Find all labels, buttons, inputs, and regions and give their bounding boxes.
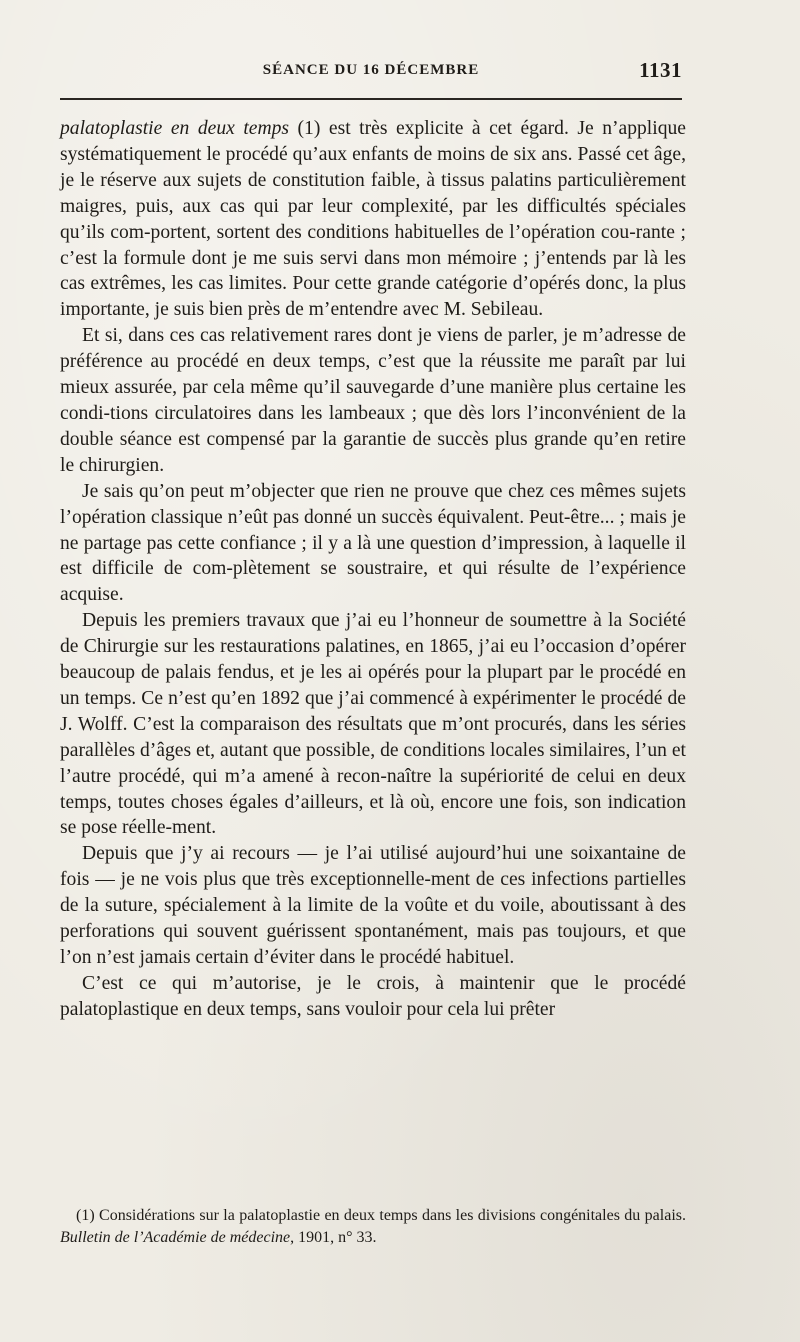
paragraph-4: Depuis les premiers travaux que j’ai eu l’honneur de soumettre à la Société de Chirurgie sur les restaurations palatines, en 1865, j’ai eu l’occasion d’opérer beaucoup de palais fendus, et je les ai opérés pour la plupart par le procédé en un temps. Ce n’est qu’en 1892 que j’ai commencé à expérimenter le procédé de J. Wolff. C’est la comparaison des résultats que m’ont procurés, dans les séries parallèles d’âges et, autant que possible, de conditions locales similaires, l’un et l’autre procédé, qui m’a amené à recon-naître la supériorité de celui en deux temps, toutes choses égales d’ailleurs, et là où, encore une fois, son indication se pose réelle-ment. (60, 610, 686, 839)
page-header (60, 58, 682, 88)
footnote-text-start: (1) Considérations sur la palatoplastie en deux temps dans les divisions congénitales du palais. (76, 1207, 686, 1224)
footnote (60, 1205, 686, 1249)
body-text (60, 116, 686, 1023)
paragraph-5: Depuis que j’y ai recours — je l’ai utilisé aujourd’hui une soixantaine de fois — je ne vois plus que très exceptionnelle-ment de ces infections partielles de la suture, spécialement à la limite de la voûte et du voile, aboutissant à des perforations qui souvent guérissent spontanément, mais pas toujours, et que l’on n’est jamais certain d’éviter dans le procédé habituel. (60, 843, 686, 968)
page-number: 1131 (639, 58, 682, 82)
footnote-journal-title: Bulletin de l’Académie de médecine (60, 1229, 291, 1246)
paragraph-6: C’est ce qui m’autorise, je le crois, à maintenir que le procédé palatoplastique en deux temps, sans vouloir pour cela lui prêter (60, 972, 686, 1020)
footnote-text-end: , 1901, n° 33. (290, 1229, 377, 1246)
footnote-text (60, 1205, 686, 1249)
paragraph-2: Et si, dans ces cas relativement rares dont je viens de parler, je m’adresse de préférence au procédé en deux temps, c’est que la réussite me paraît par lui mieux assurée, par cela même qu’il sauvegarde d’une manière plus certaine les condi-tions circulatoires dans les lambeaux ; que dès lors l’inconvénient de la double séance est compensé par la garantie de succès plus grande qu’en retire le chirurgien. (60, 325, 686, 476)
paragraph-3: Je sais qu’on peut m’objecter que rien ne prouve que chez ces mêmes sujets l’opération classique n’eût pas donné un succès équivalent. Peut-être... ; mais je ne partage pas cette confiance ; il y a là une question d’impression, à laquelle il est difficile de com-plètement se soustraire, et qui résulte de l’expérience acquise. (60, 480, 686, 606)
paragraph-1-italic: palatoplastie en deux temps (60, 118, 290, 139)
running-title: SÉANCE DU 16 DÉCEMBRE (262, 62, 480, 78)
paragraph-1-text: (1) est très explicite à cet égard. Je n’applique systématiquement le procédé qu’aux enfants de moins de six ans. Passé cet âge, je le réserve aux sujets de constitution faible, à tissus palatins particulièrement maigres, puis, aux cas qui par leur complexité, par les difficultés spéciales qu’ils com-portent, sortent des conditions habituelles de l’opération cou-rante ; c’est la formule dont je me suis servi dans mon mémoire ; j’entends par là les cas extrêmes, les cas limites. Pour cette grande catégorie d’opérés donc, la plus importante, je suis bien près de m’entendre avec M. Sebileau. (60, 118, 686, 321)
paragraph-1 (60, 116, 686, 323)
header-rule (60, 98, 682, 100)
